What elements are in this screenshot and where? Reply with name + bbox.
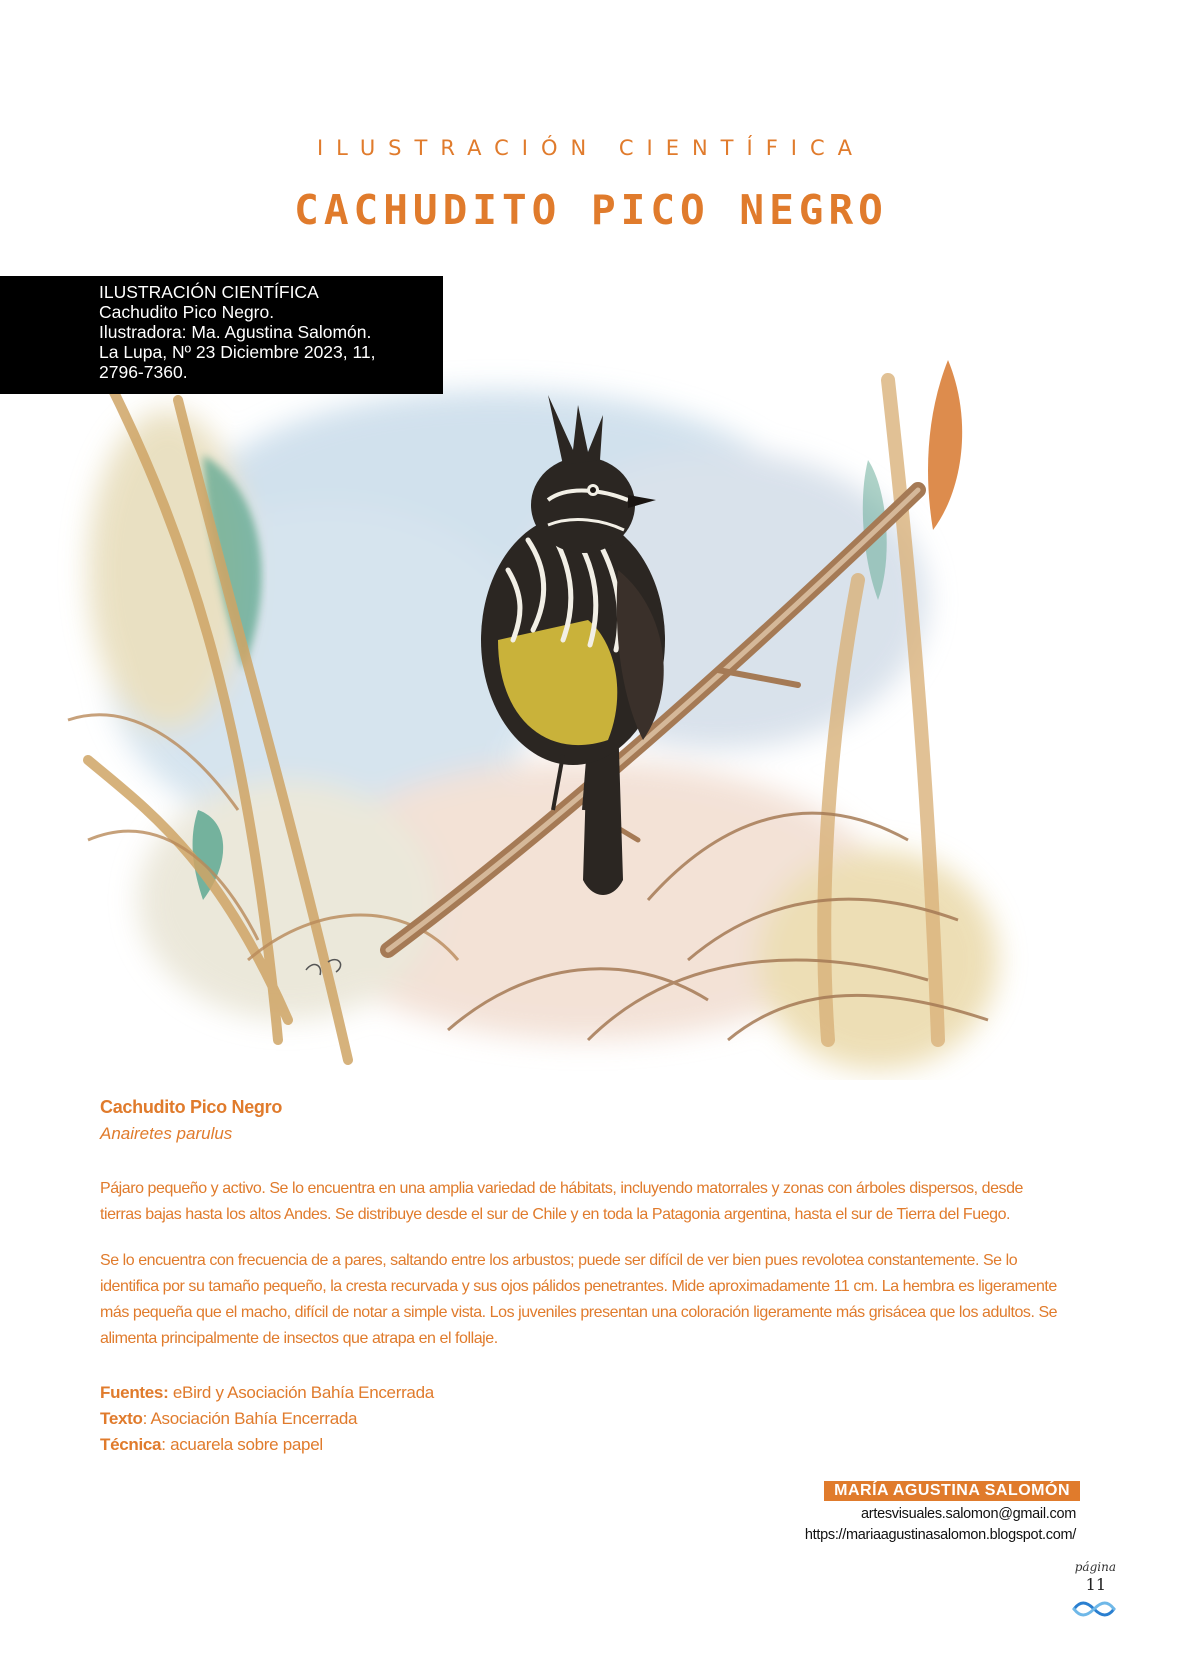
credit-line-1: ILUSTRACIÓN CIENTÍFICA	[99, 282, 319, 302]
text-value: : Asociación Bahía Encerrada	[142, 1409, 358, 1428]
credit-line-5: 2796-7360.	[99, 362, 188, 382]
author-url[interactable]: https://mariaagustinasalomon.blogspot.com/	[804, 1527, 1076, 1543]
author-email[interactable]: artesvisuales.salomon@gmail.com	[861, 1506, 1076, 1522]
page-title: CACHUDITO PICO NEGRO	[294, 186, 888, 234]
page-number: 11	[1085, 1575, 1106, 1594]
text-label: Texto	[100, 1409, 143, 1428]
paragraph-habitat: Pájaro pequeño y activo. Se lo encuentra en una amplia variedad de hábitats, incluyendo matorrales y zonas con árboles dispersos, desde tierras bajas hasta los altos Andes. Se distribuye desde el sur de Chile y en toda la Patagonia argentina, hasta el sur de Tierra del Fuego.	[100, 1180, 1023, 1223]
species-name: Cachudito Pico Negro	[100, 1097, 283, 1117]
technique-line	[100, 1432, 1060, 1458]
technique-value: : acuarela sobre papel	[161, 1435, 323, 1454]
paragraph-description: Se lo encuentra con frecuencia de a pares, saltando entre los arbustos; puede ser difícil de ver bien pues revolotea constantemente. Se lo identifica por su tamaño pequeño, la cresta recurvada y sus ojos pálidos penetrantes. Mide aproximadamente 11 cm. La hembra es ligeramente más pequeña que el macho, difícil de notar a simple vista. Los juveniles presentan una coloración ligeramente más grisácea que los adultos. Se alimenta principalmente de insectos que atrapa en el follaje.	[100, 1252, 1058, 1347]
page-label: página	[1074, 1560, 1116, 1574]
wave-logo-icon	[1072, 1600, 1116, 1618]
author-badge: MARÍA AGUSTINA SALOMÓN	[824, 1481, 1080, 1501]
credits-list	[100, 1380, 1060, 1458]
scientific-name: Anairetes parulus	[100, 1124, 233, 1143]
text-line	[100, 1406, 1060, 1432]
credit-line-2: Cachudito Pico Negro.	[99, 302, 275, 322]
sources-label: Fuentes:	[100, 1383, 169, 1402]
credit-box	[0, 276, 443, 394]
technique-label: Técnica	[100, 1435, 162, 1454]
credit-line-4: La Lupa, Nº 23 Diciembre 2023, 11,	[99, 342, 376, 362]
credit-line-3: Ilustradora: Ma. Agustina Salomón.	[99, 322, 372, 342]
sources-line	[100, 1380, 1060, 1406]
sources-value: eBird y Asociación Bahía Encerrada	[168, 1383, 434, 1402]
section-kicker: ILUSTRACIÓN CIENTÍFICA	[316, 136, 866, 160]
bird-illustration	[28, 340, 1038, 1080]
